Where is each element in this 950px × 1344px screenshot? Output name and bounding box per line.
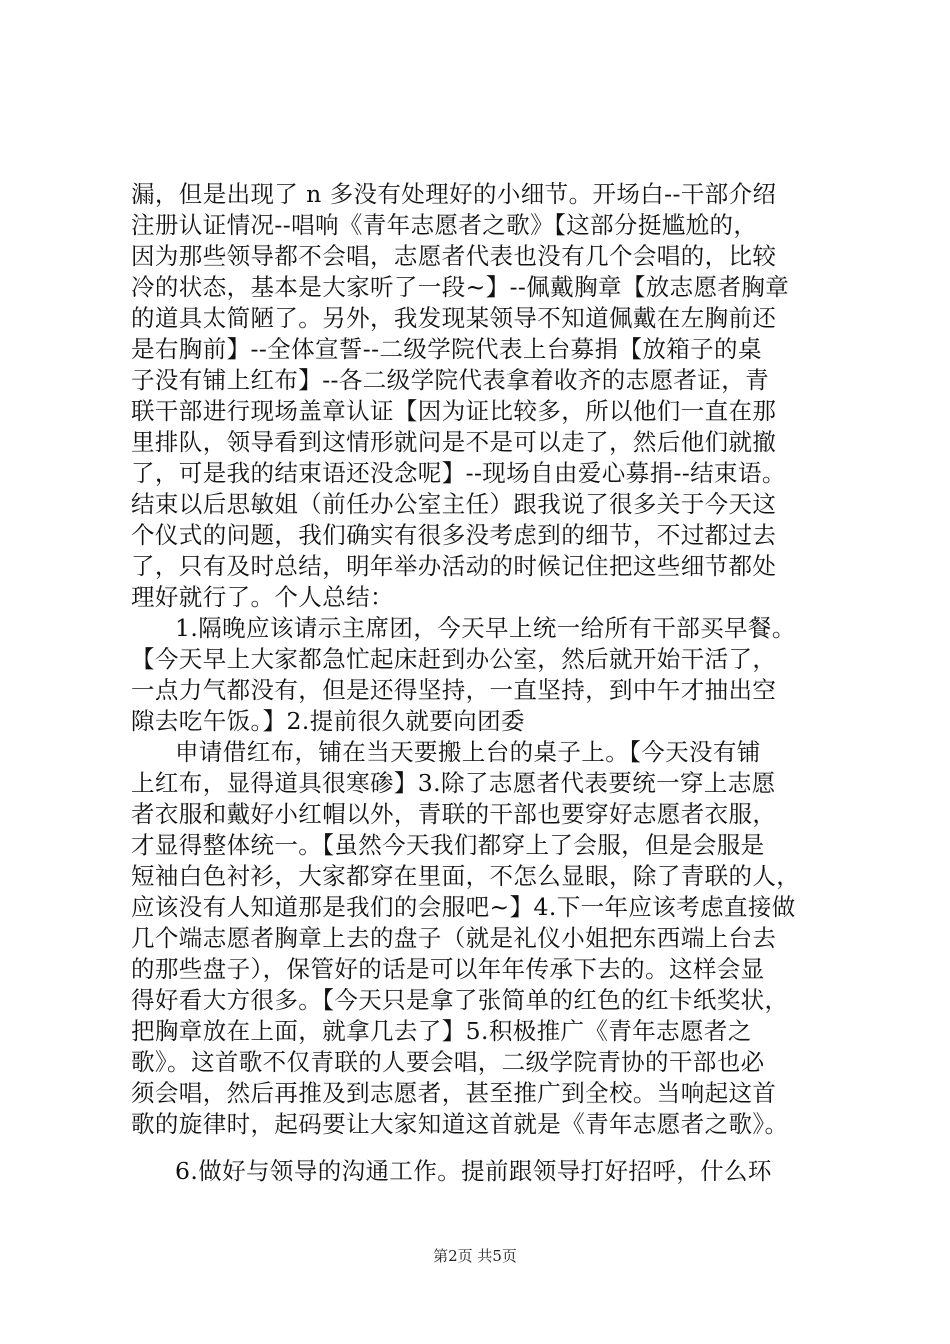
text-line: 歌》。这首歌不仅青联的人要会唱，二级学院青协的干部也必 (131, 1048, 765, 1076)
text-line: 歌的旋律时，起码要让大家知道这首就是《青年志愿者之歌》。 (131, 1110, 789, 1138)
list-item-1: 1.隔晚应该请示主席团，今天早上统一给所有干部买早餐。 (175, 614, 796, 642)
text-line: 一点力气都没有，但是还得坚持，一直坚持，到中午才抽出空 (131, 676, 777, 704)
text-line: 冷的状态，基本是大家听了一段~】--佩戴胸章【放志愿者胸章 (131, 273, 790, 301)
text-line: 才显得整体统一。【虽然今天我们都穿上了会服，但是会服是 (131, 831, 765, 859)
text-line: 个仪式的问题，我们确实有很多没考虑到的细节，不过都过去 (131, 521, 777, 549)
text-line: 了，只有及时总结，明年举办活动的时候记住把这些细节都处 (131, 552, 777, 580)
text-line: 者衣服和戴好小红帽以外，青联的干部也要穿好志愿者衣服， (131, 800, 777, 828)
text-line: 的道具太简陋了。另外，我发现某领导不知道佩戴在左胸前还 (131, 304, 777, 332)
page-number: 第2页 共5页 (433, 1247, 517, 1265)
list-item-6: 6.做好与领导的沟通工作。提前跟领导打好招呼，什么环 (175, 1157, 772, 1185)
text-line: 短袖白色衬衫，大家都穿在里面，不怎么显眼，除了青联的人， (131, 862, 801, 890)
text-line: 理好就行了。个人总结： (131, 583, 394, 611)
text-line: 几个端志愿者胸章上去的盘子（就是礼仪小姐把东西端上台去 (131, 924, 777, 952)
text-line: 漏，但是出现了 n 多没有处理好的小细节。开场白--干部介绍 (131, 180, 777, 208)
text-line: 得好看大方很多。【今天只是拿了张简单的红色的红卡纸奖状， (131, 986, 789, 1014)
text-line: 是右胸前】--全体宣誓--二级学院代表上台募捐【放箱子的桌 (131, 335, 762, 363)
text-line: 子没有铺上红布】--各二级学院代表拿着收齐的志愿者证，青 (131, 366, 770, 394)
document-body (131, 179, 851, 1187)
text-line: 联干部进行现场盖章认证【因为证比较多，所以他们一直在那 (131, 397, 777, 425)
text-line: 【今天早上大家都急忙起床赶到办公室，然后就开始干活了， (131, 645, 777, 673)
paragraph-start: 申请借红布，铺在当天要搬上台的桌子上。【今天没有铺 (175, 738, 761, 766)
text-line: 了，可是我的结束语还没念呢】--现场自由爱心募捐--结束语。 (131, 459, 786, 487)
text-line: 的那些盘子），保管好的话是可以年年传承下去的。这样会显 (131, 955, 765, 983)
text-line: 隙去吃午饭。】2.提前很久就要向团委 (131, 707, 525, 735)
text-line: 结束以后思敏姐（前任办公室主任）跟我说了很多关于今天这 (131, 490, 777, 518)
text-line: 须会唱，然后再推及到志愿者，甚至推广到全校。当响起这首 (131, 1079, 777, 1107)
text-line: 因为那些领导都不会唱，志愿者代表也没有几个会唱的，比较 (131, 242, 777, 270)
text-line: 里排队，领导看到这情形就问是不是可以走了，然后他们就撤 (131, 428, 777, 456)
page-footer (0, 1246, 950, 1266)
text-line: 应该没有人知道那是我们的会服吧~】4.下一年应该考虑直接做 (131, 893, 796, 921)
text-line: 注册认证情况--唱响《青年志愿者之歌》【这部分挺尴尬的， (131, 211, 758, 239)
text-line: 把胸章放在上面，就拿几去了】5.积极推广《青年志愿者之 (131, 1017, 752, 1045)
text-line: 上红布，显得道具很寒碜】3.除了志愿者代表要统一穿上志愿 (131, 769, 776, 797)
